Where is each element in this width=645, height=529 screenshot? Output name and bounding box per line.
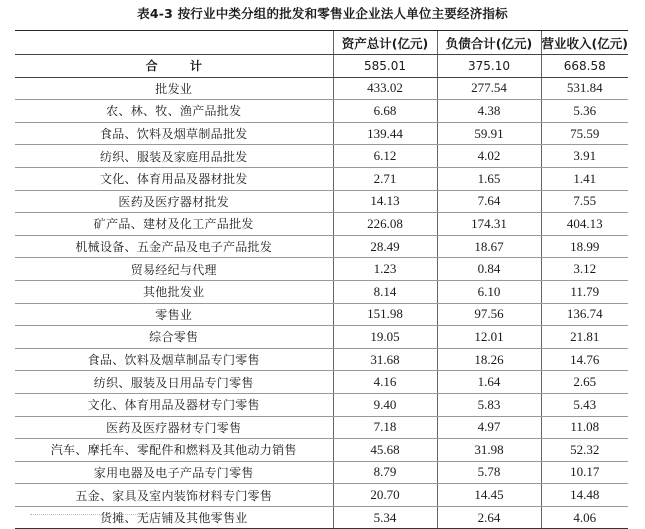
row-revenue-cell: 7.55 — [541, 190, 628, 213]
row-assets-cell: 8.14 — [333, 280, 437, 303]
row-liabilities-cell: 174.31 — [437, 213, 541, 236]
table-row — [15, 416, 628, 439]
row-revenue-cell: 3.12 — [541, 258, 628, 281]
row-category-cell: 综合零售 — [15, 326, 333, 349]
row-category-cell: 医药及医疗器材批发 — [15, 190, 333, 213]
row-revenue-cell: 21.81 — [541, 326, 628, 349]
row-revenue-cell: 531.84 — [541, 77, 628, 100]
table-header-row — [15, 31, 628, 55]
table-total-row — [15, 55, 628, 78]
header-category — [15, 31, 333, 55]
row-category-cell: 合 计 — [15, 55, 333, 78]
row-liabilities-cell: 4.97 — [437, 416, 541, 439]
row-assets-cell: 6.68 — [333, 100, 437, 123]
header-operating-revenue: 营业收入(亿元) — [541, 31, 628, 55]
table-row — [15, 484, 628, 507]
table-body — [15, 55, 628, 529]
table-row — [15, 348, 628, 371]
row-liabilities-cell: 7.64 — [437, 190, 541, 213]
row-assets-cell: 139.44 — [333, 122, 437, 145]
table-row — [15, 122, 628, 145]
table-row — [15, 303, 628, 326]
row-assets-cell: 14.13 — [333, 190, 437, 213]
row-revenue-cell: 5.43 — [541, 393, 628, 416]
row-category-cell: 纺织、服装及家庭用品批发 — [15, 145, 333, 168]
header-total-liabilities: 负债合计(亿元) — [437, 31, 541, 55]
table-row — [15, 461, 628, 484]
row-category-cell: 纺织、服装及日用品专门零售 — [15, 371, 333, 394]
table-row — [15, 393, 628, 416]
table-row — [15, 77, 628, 100]
row-revenue-cell: 4.06 — [541, 506, 628, 529]
economic-indicators-table — [15, 30, 628, 529]
row-assets-cell: 45.68 — [333, 439, 437, 462]
table-row — [15, 213, 628, 236]
row-category-cell: 文化、体育用品及器材专门零售 — [15, 393, 333, 416]
row-revenue-cell: 5.36 — [541, 100, 628, 123]
row-assets-cell: 151.98 — [333, 303, 437, 326]
row-revenue-cell: 404.13 — [541, 213, 628, 236]
row-liabilities-cell: 12.01 — [437, 326, 541, 349]
row-liabilities-cell: 5.78 — [437, 461, 541, 484]
row-category-cell: 食品、饮料及烟草制品专门零售 — [15, 348, 333, 371]
row-liabilities-cell: 1.65 — [437, 167, 541, 190]
header-total-assets: 资产总计(亿元) — [333, 31, 437, 55]
row-assets-cell: 2.71 — [333, 167, 437, 190]
row-liabilities-cell: 59.91 — [437, 122, 541, 145]
row-category-cell: 货摊、无店铺及其他零售业 — [15, 506, 333, 529]
row-assets-cell: 28.49 — [333, 235, 437, 258]
row-revenue-cell: 11.79 — [541, 280, 628, 303]
row-revenue-cell: 14.76 — [541, 348, 628, 371]
row-liabilities-cell: 14.45 — [437, 484, 541, 507]
row-revenue-cell: 3.91 — [541, 145, 628, 168]
table-row — [15, 439, 628, 462]
row-liabilities-cell: 375.10 — [437, 55, 541, 78]
row-assets-cell: 6.12 — [333, 145, 437, 168]
row-liabilities-cell: 6.10 — [437, 280, 541, 303]
row-liabilities-cell: 5.83 — [437, 393, 541, 416]
row-revenue-cell: 136.74 — [541, 303, 628, 326]
row-assets-cell: 226.08 — [333, 213, 437, 236]
row-category-cell: 家用电器及电子产品专门零售 — [15, 461, 333, 484]
row-liabilities-cell: 97.56 — [437, 303, 541, 326]
table-row — [15, 145, 628, 168]
row-assets-cell: 9.40 — [333, 393, 437, 416]
row-revenue-cell: 75.59 — [541, 122, 628, 145]
row-category-cell: 五金、家具及室内装饰材料专门零售 — [15, 484, 333, 507]
row-liabilities-cell: 4.38 — [437, 100, 541, 123]
row-revenue-cell: 10.17 — [541, 461, 628, 484]
table-row — [15, 235, 628, 258]
row-revenue-cell: 2.65 — [541, 371, 628, 394]
row-assets-cell: 7.18 — [333, 416, 437, 439]
row-assets-cell: 20.70 — [333, 484, 437, 507]
row-assets-cell: 5.34 — [333, 506, 437, 529]
row-category-cell: 批发业 — [15, 77, 333, 100]
row-assets-cell: 8.79 — [333, 461, 437, 484]
row-category-cell: 其他批发业 — [15, 280, 333, 303]
row-revenue-cell: 18.99 — [541, 235, 628, 258]
row-category-cell: 食品、饮料及烟草制品批发 — [15, 122, 333, 145]
footnote-line — [30, 514, 150, 520]
row-liabilities-cell: 2.64 — [437, 506, 541, 529]
row-category-cell: 汽车、摩托车、零配件和燃料及其他动力销售 — [15, 439, 333, 462]
row-revenue-cell: 11.08 — [541, 416, 628, 439]
row-revenue-cell: 52.32 — [541, 439, 628, 462]
row-category-cell: 贸易经纪与代理 — [15, 258, 333, 281]
row-liabilities-cell: 0.84 — [437, 258, 541, 281]
row-revenue-cell: 14.48 — [541, 484, 628, 507]
row-category-cell: 农、林、牧、渔产品批发 — [15, 100, 333, 123]
row-liabilities-cell: 1.64 — [437, 371, 541, 394]
row-assets-cell: 433.02 — [333, 77, 437, 100]
row-category-cell: 矿产品、建材及化工产品批发 — [15, 213, 333, 236]
row-category-cell: 医药及医疗器材专门零售 — [15, 416, 333, 439]
row-category-cell: 零售业 — [15, 303, 333, 326]
row-category-cell: 文化、体育用品及器材批发 — [15, 167, 333, 190]
table-row — [15, 100, 628, 123]
row-assets-cell: 585.01 — [333, 55, 437, 78]
row-liabilities-cell: 31.98 — [437, 439, 541, 462]
table-row — [15, 326, 628, 349]
row-assets-cell: 1.23 — [333, 258, 437, 281]
row-liabilities-cell: 18.67 — [437, 235, 541, 258]
row-revenue-cell: 668.58 — [541, 55, 628, 78]
row-revenue-cell: 1.41 — [541, 167, 628, 190]
row-liabilities-cell: 277.54 — [437, 77, 541, 100]
row-liabilities-cell: 4.02 — [437, 145, 541, 168]
table-row — [15, 280, 628, 303]
row-assets-cell: 4.16 — [333, 371, 437, 394]
row-category-cell: 机械设备、五金产品及电子产品批发 — [15, 235, 333, 258]
row-assets-cell: 19.05 — [333, 326, 437, 349]
row-liabilities-cell: 18.26 — [437, 348, 541, 371]
table-row — [15, 258, 628, 281]
table-title: 表4-3 按行业中类分组的批发和零售业企业法人单位主要经济指标 — [137, 6, 508, 21]
row-assets-cell: 31.68 — [333, 348, 437, 371]
table-row — [15, 371, 628, 394]
table-row — [15, 167, 628, 190]
table-row — [15, 190, 628, 213]
